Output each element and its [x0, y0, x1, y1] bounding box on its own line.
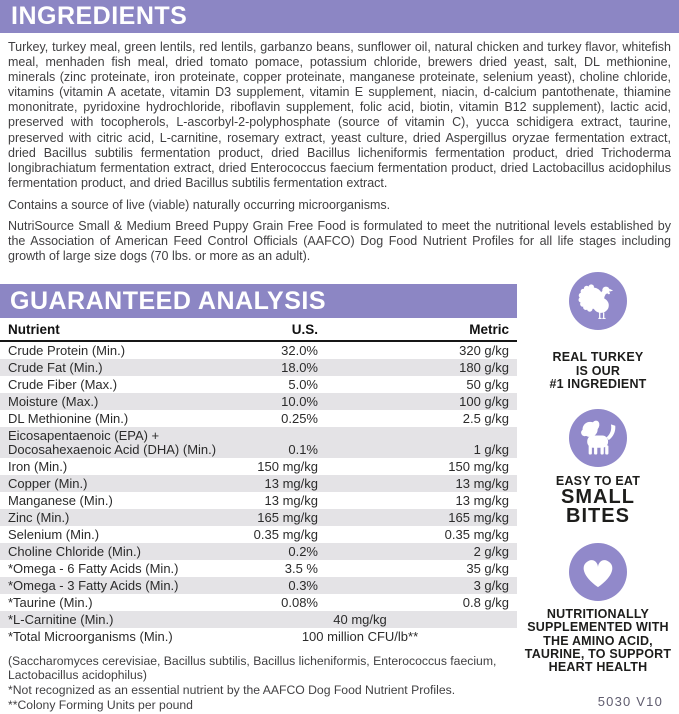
guaranteed-analysis-title: GUARANTEED ANALYSIS: [10, 287, 327, 316]
metric-value-cell: 0.35 mg/kg: [444, 526, 509, 542]
ingredients-header: [0, 0, 679, 33]
analysis-row: [0, 526, 517, 543]
caption-line: REAL TURKEY: [552, 350, 644, 365]
analysis-row: [0, 492, 517, 509]
analysis-row: [0, 611, 517, 628]
us-value-cell: 32.0%: [281, 342, 318, 358]
aafco-statement: NutriSource Small & Medium Breed Puppy Grain Free Food is formulated to meet the nutritional levels established by the Association of American Feed Control Officials (AAFCO) Dog Food Nutrient Profiles for all life stages including growth of large size dogs (70 lbs. or more as an adult).: [8, 219, 671, 264]
caption-line: SMALL: [561, 486, 635, 509]
caption-line: IS OUR: [575, 363, 621, 378]
badge-column: [517, 270, 679, 713]
badge-caption: [549, 351, 646, 391]
nutrient-cell: Crude Protein (Min.): [8, 342, 126, 358]
us-value-cell: 0.2%: [288, 543, 318, 559]
nutrient-cell: Crude Fiber (Max.): [8, 376, 118, 392]
metric-value-cell: 50 g/kg: [466, 376, 509, 392]
ingredients-list-text: Turkey, turkey meal, green lentils, red lentils, garbanzo beans, sunflower oil, natural chicken and turkey flavor, whitefish meal, menhaden fish meal, dried tomato pomace, potassium chloride, brewers dried yeast, salt, DL methionine, minerals (zinc proteinate, iron proteinate, copper proteinate, manganese proteinate, selenium yeast), choline chloride, vitamins (vitamin A acetate, vitamin D3 supplement, vitamin E supplement, niacin, d-calcium pantothenate, thiamine mononitrate, pyridoxine hydrochloride, riboflavin supplement, folic acid, biotin, vitamin B12 supplement), lactic acid, preserved with tocopherols, L-ascorbyl-2-polyphosphate (source of vitamin C), yucca schidigera extract, taurine, preserved with citric acid, L-carnitine, rosemary extract, yeast culture, dried Aspergillus oryzae fermentation extract, dried Bacillus subtilis fermentation product, dried Bacillus licheniformis fermentation product, dried Trichoderma longibrachiatum fermentation extract, dried Enterococcus faecium fermentation product, dried Lactobacillus acidophilus fermentation product, and dried Bacillus subtilis fermentation extract.: [8, 40, 671, 190]
us-value-cell: 0.25%: [281, 410, 318, 426]
puppy-icon: [569, 409, 627, 467]
nutrient-cell: Iron (Min.): [8, 458, 68, 474]
microorganisms-note: Contains a source of live (viable) naturally occurring microorganisms.: [8, 197, 391, 212]
us-value-cell: 150 mg/kg: [257, 458, 318, 474]
turkey-icon: [569, 272, 627, 330]
nutrient-cell: Selenium (Min.): [8, 526, 100, 542]
analysis-row: [0, 410, 517, 427]
us-value-cell: 0.35 mg/kg: [253, 526, 318, 542]
metric-value-cell: 165 mg/kg: [448, 509, 509, 525]
caption-line: THE AMINO ACID,: [543, 633, 653, 648]
caption-line: #1 INGREDIENT: [549, 376, 647, 391]
column-header-metric: Metric: [469, 322, 509, 338]
caption-line: TAURINE, TO SUPPORT: [524, 646, 672, 661]
caption-line: NUTRITIONALLY: [546, 607, 650, 622]
us-value-cell: 13 mg/kg: [264, 475, 318, 491]
metric-value-cell: 13 mg/kg: [455, 475, 509, 491]
nutrient-cell: Moisture (Max.): [8, 393, 99, 409]
footnote-line: **Colony Forming Units per pound: [8, 697, 193, 712]
us-value-cell: 0.08%: [281, 594, 318, 610]
analysis-row: [0, 509, 517, 526]
analysis-row: [0, 577, 517, 594]
nutrient-cell: Zinc (Min.): [8, 509, 70, 525]
value-span-cell: 100 million CFU/lb**: [301, 628, 419, 644]
nutrient-cell: Manganese (Min.): [8, 492, 113, 508]
analysis-row: [0, 393, 517, 410]
analysis-row: [0, 458, 517, 475]
us-value-cell: 165 mg/kg: [257, 509, 318, 525]
badge-caption: [525, 608, 671, 674]
us-value-cell: 0.1%: [288, 441, 318, 457]
analysis-table-head: [0, 320, 517, 341]
value-span-cell: 40 mg/kg: [333, 611, 387, 627]
main-columns: [0, 270, 679, 713]
us-value-cell: 3.5 %: [284, 560, 318, 576]
analysis-row: [0, 427, 517, 458]
us-value-cell: 18.0%: [281, 359, 318, 375]
badge-turkey: [549, 272, 646, 391]
analysis-row: [0, 543, 517, 560]
analysis-row: [0, 560, 517, 577]
metric-value-cell: 150 mg/kg: [448, 458, 509, 474]
analysis-table-body: [0, 341, 517, 645]
nutrient-cell: Crude Fat (Min.): [8, 359, 103, 375]
analysis-row: [0, 359, 517, 376]
badge-heart: [525, 543, 671, 674]
analysis-row: [0, 594, 517, 611]
metric-value-cell: 13 mg/kg: [455, 492, 509, 508]
badge-caption: [556, 475, 640, 525]
nutrient-cell: DL Methionine (Min.): [8, 410, 129, 426]
nutrient-cell: *Taurine (Min.): [8, 594, 93, 610]
nutrient-cell: *Total Microorganisms (Min.): [8, 628, 173, 644]
caption-line: BITES: [566, 504, 630, 527]
metric-value-cell: 3 g/kg: [473, 577, 509, 593]
nutrient-cell: *Omega - 6 Fatty Acids (Min.): [8, 560, 179, 576]
footnote-line: (Saccharomyces cerevisiae, Bacillus subtilis, Bacillus licheniformis, Enterococcus faecium, Lactobacillus acidophilus): [8, 654, 497, 683]
metric-value-cell: 100 g/kg: [459, 393, 509, 409]
nutrient-cell: Copper (Min.): [8, 475, 88, 491]
caption-line: HEART HEALTH: [548, 659, 648, 674]
metric-value-cell: 2 g/kg: [473, 543, 509, 559]
guaranteed-analysis-table: [0, 320, 517, 645]
us-value-cell: 0.3%: [288, 577, 318, 593]
nutrient-cell: Choline Chloride (Min.): [8, 543, 141, 559]
badge-puppy: [556, 409, 640, 525]
metric-value-cell: 0.8 g/kg: [462, 594, 509, 610]
footnote-line: *Not recognized as an essential nutrient by the AAFCO Dog Food Nutrient Profiles.: [8, 682, 456, 697]
caption-line: EASY TO EAT: [555, 473, 641, 488]
metric-value-cell: 180 g/kg: [459, 359, 509, 375]
metric-value-cell: 35 g/kg: [466, 560, 509, 576]
metric-value-cell: 320 g/kg: [459, 342, 509, 358]
metric-value-cell: 2.5 g/kg: [462, 410, 509, 426]
heart-icon: [569, 543, 627, 601]
us-value-cell: 5.0%: [288, 376, 318, 392]
analysis-row: [0, 628, 517, 645]
product-code: 5030 V10: [597, 693, 663, 709]
analysis-row: [0, 376, 517, 393]
analysis-footnotes: [8, 655, 508, 712]
column-header-us: U.S.: [291, 322, 318, 338]
nutrient-cell: Eicosapentaenoic (EPA) + Docosahexaenoic Acid (DHA) (Min.): [8, 427, 217, 457]
analysis-header-row: [0, 320, 517, 341]
us-value-cell: 13 mg/kg: [264, 492, 318, 508]
ingredients-title: INGREDIENTS: [11, 2, 188, 30]
caption-line: SUPPLEMENTED WITH: [527, 620, 669, 635]
metric-value-cell: 1 g/kg: [473, 441, 509, 457]
nutrient-cell: *Omega - 3 Fatty Acids (Min.): [8, 577, 179, 593]
guaranteed-analysis-header: [0, 284, 517, 318]
analysis-row: [0, 475, 517, 492]
us-value-cell: 10.0%: [281, 393, 318, 409]
column-header-nutrient: Nutrient: [8, 322, 60, 338]
analysis-row: [0, 341, 517, 359]
analysis-column: [0, 270, 517, 713]
nutrient-cell: *L-Carnitine (Min.): [8, 611, 114, 627]
